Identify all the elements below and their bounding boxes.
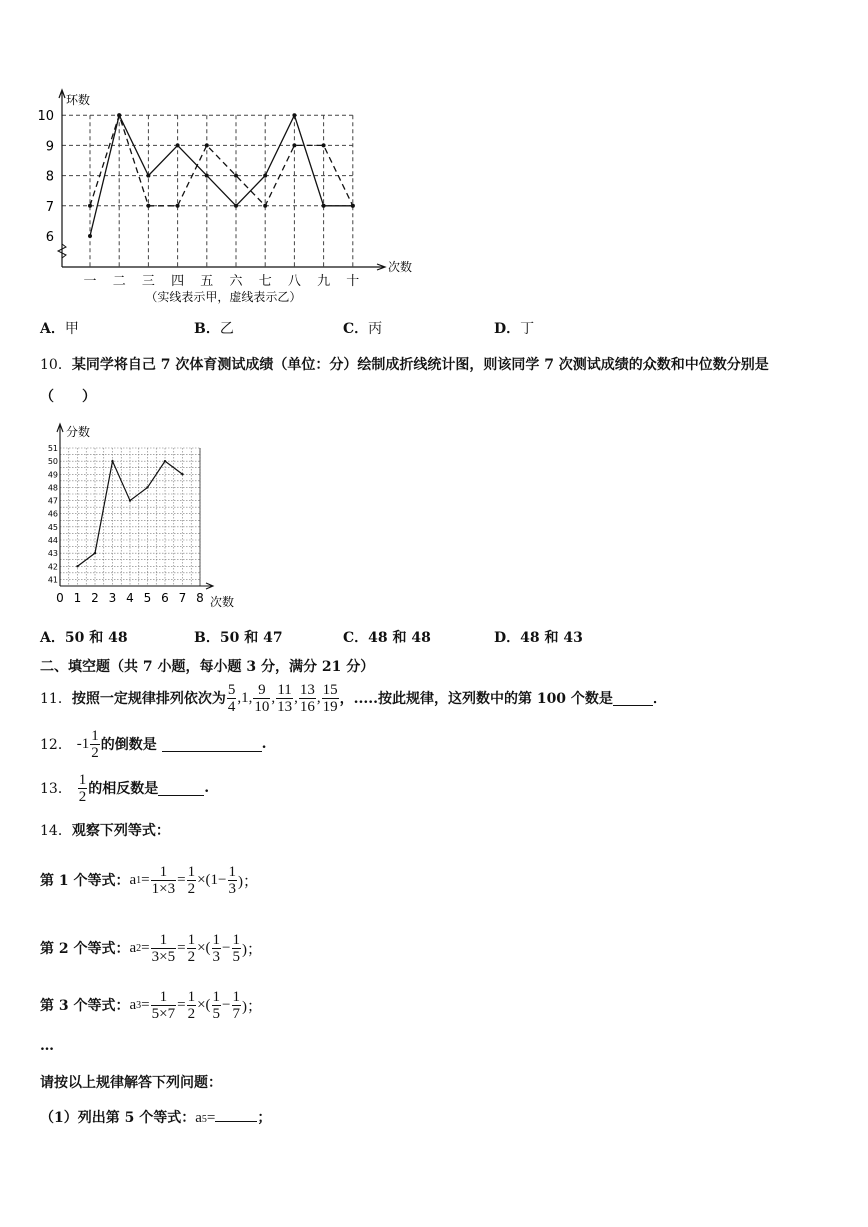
- chart1-caption: （实线表示甲，虚线表示乙）: [145, 290, 302, 304]
- chart1-labels: [37, 92, 412, 304]
- chart1-series-jia-point: [322, 204, 326, 208]
- chart1-series-jia-point: [234, 204, 238, 208]
- q14-ellipsis: …: [40, 1038, 54, 1054]
- q11-seq-5: $\frac{13}{16}$: [299, 681, 315, 715]
- shooting-line-chart: [28, 84, 428, 310]
- question-10-paren: （ ）: [40, 389, 96, 405]
- q10-option-c: C．48 和 48: [343, 630, 431, 646]
- chart1-x-tick-label: 一: [83, 274, 97, 289]
- chart1-x-tick-label: 七: [258, 274, 272, 289]
- q11-seq-6: $\frac{15}{19}$: [322, 681, 338, 715]
- chart2-y-tick-label: 44: [47, 536, 58, 545]
- question-14: 14．观察下列等式：: [40, 823, 170, 839]
- chart2-score-point: [181, 473, 183, 475]
- chart1-y-tick-label: 6: [45, 230, 54, 245]
- q9-option-a: A．甲: [40, 321, 79, 337]
- chart2-x-tick-label: 6: [161, 591, 169, 605]
- q11-answer-blank: [613, 691, 653, 706]
- chart2-y-tick-label: 51: [47, 444, 58, 453]
- chart1-x-tick-label: 九: [317, 274, 331, 289]
- question-10: 10．某同学将自己 7 次体育测试成绩（单位：分）绘制成折线统计图，则该同学 7 次测试成绩的众数和中位数分别是: [40, 357, 769, 373]
- question-12: 12． -1 $\frac{1}{2}$ 的倒数是 .: [40, 727, 267, 761]
- chart1-series-yi-line: [90, 115, 353, 206]
- q9-option-c: C．丙: [343, 321, 383, 337]
- chart2-y-tick-label: 45: [47, 522, 58, 532]
- chart2-y-tick-label: 41: [47, 575, 58, 585]
- chart2-x-tick-label: 8: [196, 591, 204, 605]
- section-heading-fill-in: 二、填空题（共 7 小题，每小题 3 分，满分 21 分）: [40, 659, 375, 675]
- chart1-grid: [62, 115, 353, 267]
- chart2-x-tick-label: 5: [143, 591, 152, 605]
- q11-seq-3: $\frac{9}{10}$: [254, 681, 270, 715]
- chart1-x-tick-label: 四: [171, 274, 185, 289]
- chart1-x-tick-label: 六: [229, 274, 243, 289]
- chart2-x-tick-label: 3: [108, 591, 117, 605]
- chart1-y-tick-label: 7: [45, 199, 54, 215]
- q10-option-a: A．50 和 48: [40, 630, 128, 646]
- q10-option-d: D．48 和 43: [494, 630, 583, 646]
- chart1-series-jia-point: [146, 174, 150, 178]
- chart1-series-yi-point: [322, 143, 326, 147]
- q14-part1-answer-blank: [215, 1107, 257, 1122]
- chart1-series-yi-point: [117, 113, 121, 117]
- chart1-series-yi-point: [146, 204, 150, 208]
- chart2-y-tick-label: 50: [47, 457, 58, 467]
- q12-answer-blank: [162, 737, 262, 752]
- chart2-score-point: [76, 565, 78, 567]
- question-11: 11． 按照一定规律排列依次为 $\frac{5}{4}$ , 1 , $\frac{9}{10}$ , $\frac{11}{13}$ , $\frac{13}{16}$ , $\frac{15}{19}$ ，.....按此规律，这列数中的第 100 个数是 ．: [40, 681, 667, 715]
- chart1-series-jia-point: [292, 113, 296, 117]
- q9-option-b: B．乙: [194, 321, 234, 337]
- chart2-x-tick-label: 4: [126, 591, 134, 605]
- chart2-y-tick-label: 46: [47, 509, 58, 519]
- chart2-x-tick-label: 7: [178, 591, 187, 605]
- chart1-x-tick-label: 八: [287, 274, 301, 289]
- chart1-series-jia-point: [176, 143, 180, 147]
- q14-equation-1: 第 1 个等式： a 1 = $\frac{1}{1\times 3}$ = $\frac{1}{2}$ ×(1− $\frac{1}{3}$ )；: [40, 863, 258, 897]
- q11-seq-1: $\frac{5}{4}$: [227, 681, 236, 715]
- chart1-series-jia-point: [88, 234, 92, 238]
- chart2-y-axis-title: 分数: [66, 425, 91, 439]
- chart2-y-tick-label: 47: [47, 496, 58, 506]
- chart2-labels: [48, 424, 234, 609]
- chart2-x-tick-label: 2: [91, 591, 99, 605]
- chart2-y-tick-label: 42: [47, 562, 58, 572]
- chart1-series-yi-point: [234, 174, 238, 178]
- chart1-series-yi-point: [292, 143, 296, 147]
- chart1-x-tick-label: 三: [141, 274, 155, 289]
- q14-instruction: 请按以上规律解答下列问题：: [40, 1075, 222, 1091]
- chart1-x-tick-label: 十: [346, 274, 360, 289]
- q14-equation-2: 第 2 个等式： a 2 = $\frac{1}{3\times 5}$ = $\frac{1}{2}$ ×( $\frac{1}{3}$ − $\frac{1}{5}$ )；: [40, 931, 263, 965]
- chart1-series-jia-line: [90, 115, 353, 236]
- chart2-x-tick-label: 0: [56, 591, 64, 605]
- chart1-series-jia-point: [263, 174, 267, 178]
- chart1-x-tick-label: 二: [112, 274, 126, 289]
- chart1-series-jia-point: [205, 174, 209, 178]
- chart1-series-yi-point: [88, 204, 92, 208]
- chart2-x-tick-label: 1: [73, 591, 82, 605]
- q13-answer-blank: [158, 781, 204, 796]
- q10-option-b: B．50 和 47: [194, 630, 283, 646]
- chart1-x-tick-label: 五: [200, 274, 214, 289]
- chart1-x-axis-title: 次数: [388, 260, 413, 274]
- chart2-y-tick-label: 48: [47, 483, 58, 493]
- q14-equation-3: 第 3 个等式： a 3 = $\frac{1}{5\times 7}$ = $\frac{1}{2}$ ×( $\frac{1}{5}$ − $\frac{1}{7}$ )；: [40, 988, 263, 1022]
- chart2-grid: [60, 448, 200, 586]
- chart1-y-axis-title: 环数: [66, 93, 91, 107]
- chart1-axes: [58, 90, 385, 270]
- chart1-y-tick-label: 9: [45, 139, 54, 155]
- score-line-chart: [26, 418, 256, 614]
- chart1-series-yi-point: [351, 204, 355, 208]
- chart2-x-axis-title: 次数: [210, 595, 235, 609]
- chart2-score-point: [164, 460, 166, 462]
- chart2-y-tick-label: 49: [47, 470, 58, 480]
- q9-option-d: D．丁: [494, 321, 535, 337]
- chart2-score-point: [146, 486, 148, 488]
- chart1-y-tick-label: 8: [45, 169, 54, 185]
- chart2-score-point: [111, 460, 113, 462]
- chart2-score-point: [94, 552, 96, 554]
- q14-part-1: （1）列出第 5 个等式： a 5 = ；: [40, 1107, 271, 1127]
- chart2-y-tick-label: 43: [47, 549, 58, 559]
- chart1-series-yi-point: [205, 143, 209, 147]
- chart1-series-yi-point: [263, 204, 267, 208]
- q11-seq-4: $\frac{11}{13}$: [277, 681, 293, 715]
- question-13: 13． $\frac{1}{2}$ 的相反数是 .: [40, 771, 210, 805]
- chart2-score-point: [129, 499, 131, 501]
- chart1-y-tick-label: 10: [37, 109, 54, 125]
- chart1-series-yi-point: [176, 204, 180, 208]
